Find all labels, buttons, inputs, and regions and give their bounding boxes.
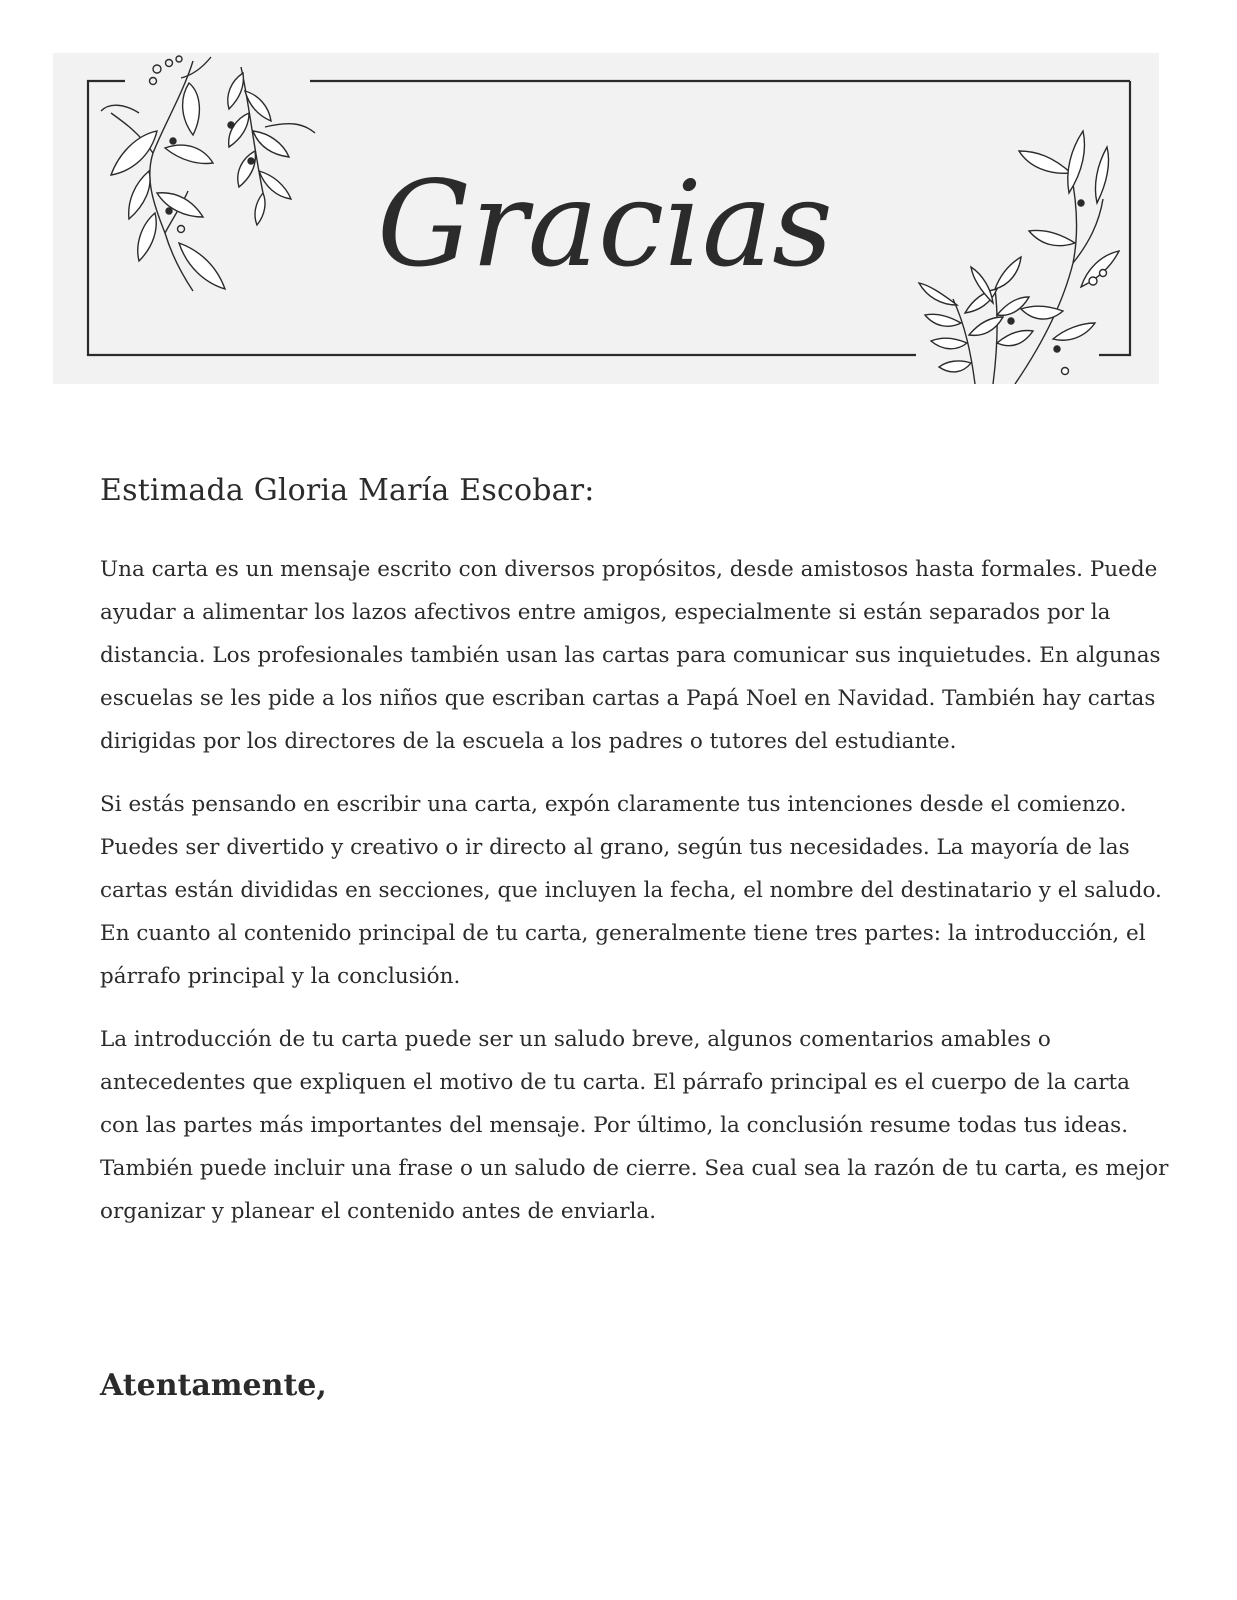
leaf-branch-icon bbox=[1015, 131, 1119, 384]
letter-paragraph: Una carta es un mensaje escrito con diversos propósitos, desde amistosos hasta formales. Puede ayudar a alimentar los lazos afectivos entre amigos, especialmente si están separados por la distancia. Los profesionales también usan las cartas para comunicar sus inquietudes. En algunas escuelas se les pide a los niños que escriban cartas a Papá Noel en Navidad. También hay cartas dirigidas por los directores de la escuela a los padres o tutores del estudiante. bbox=[100, 557, 1161, 754]
letter-greeting: Estimada Gloria María Escobar: bbox=[100, 473, 595, 508]
leaf-branch-icon bbox=[101, 56, 225, 291]
letter-closing: Atentamente, bbox=[100, 1368, 327, 1403]
header-frame bbox=[53, 53, 1159, 384]
letter-paragraph: Si estás pensando en escribir una carta, expón claramente tus intenciones desde el comienzo. Puedes ser divertido y creativo o ir directo al grano, según tus necesidades. La mayoría de las cartas están divididas en secciones, que incluyen la fecha, el nombre del destinatario y el saludo. En cuanto al contenido principal de tu carta, generalmente tiene tres partes: la introducción, el párrafo principal y la conclusión. bbox=[100, 792, 1162, 989]
page-title: Gracias bbox=[377, 155, 833, 293]
header-banner bbox=[53, 53, 1159, 384]
leaf-branch-icon bbox=[919, 257, 1033, 384]
leaf-branch-icon bbox=[228, 67, 315, 225]
letter-paragraph: La introducción de tu carta puede ser un saludo breve, algunos comentarios amables o antecedentes que expliquen el motivo de tu carta. El párrafo principal es el cuerpo de la carta con las partes más importantes del mensaje. Por último, la conclusión resume todas tus ideas. También puede incluir una frase o un saludo de cierre. Sea cual sea la razón de tu carta, es mejor organizar y planear el contenido antes de enviarla. bbox=[100, 1027, 1169, 1224]
letter-body bbox=[100, 548, 1170, 1253]
